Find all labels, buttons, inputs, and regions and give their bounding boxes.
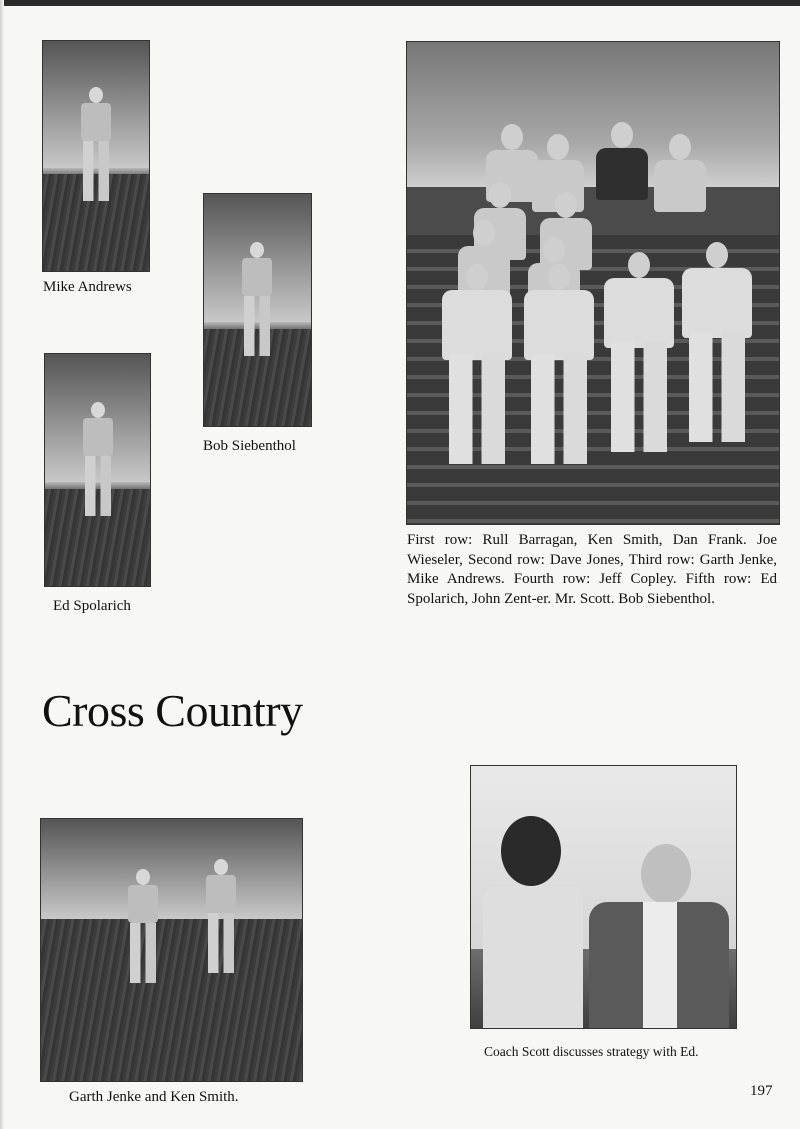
photo-team (406, 41, 780, 525)
caption-coach-scott: Coach Scott discusses strategy with Ed. (484, 1044, 699, 1059)
page-title: Cross Country (42, 685, 303, 736)
caption-garth-jenke-ken-smith: Garth Jenke and Ken Smith. (69, 1089, 239, 1105)
page-binding-edge (0, 0, 4, 1129)
caption-mike-andrews: Mike Andrews (43, 279, 132, 295)
page-top-edge (0, 0, 800, 6)
page-number: 197 (750, 1083, 773, 1099)
caption-team: First row: Rull Barragan, Ken Smith, Dan Frank. Joe Wieseler, Second row: Dave Jones, Third row: Garth Jenke, Mike Andrews. Fourth row: Jeff Copley. Fifth row: Ed Spolarich, John Zent-er. Mr. Scott. Bob Siebenthol. (407, 532, 777, 607)
photo-coach-scott (470, 765, 737, 1029)
photo-mike-andrews (42, 40, 150, 272)
caption-ed-spolarich: Ed Spolarich (53, 598, 131, 614)
caption-bob-siebenthol: Bob Siebenthol (203, 438, 296, 454)
photo-ed-spolarich (44, 353, 151, 587)
photo-garth-jenke-ken-smith (40, 818, 303, 1082)
photo-bob-siebenthol (203, 193, 312, 427)
